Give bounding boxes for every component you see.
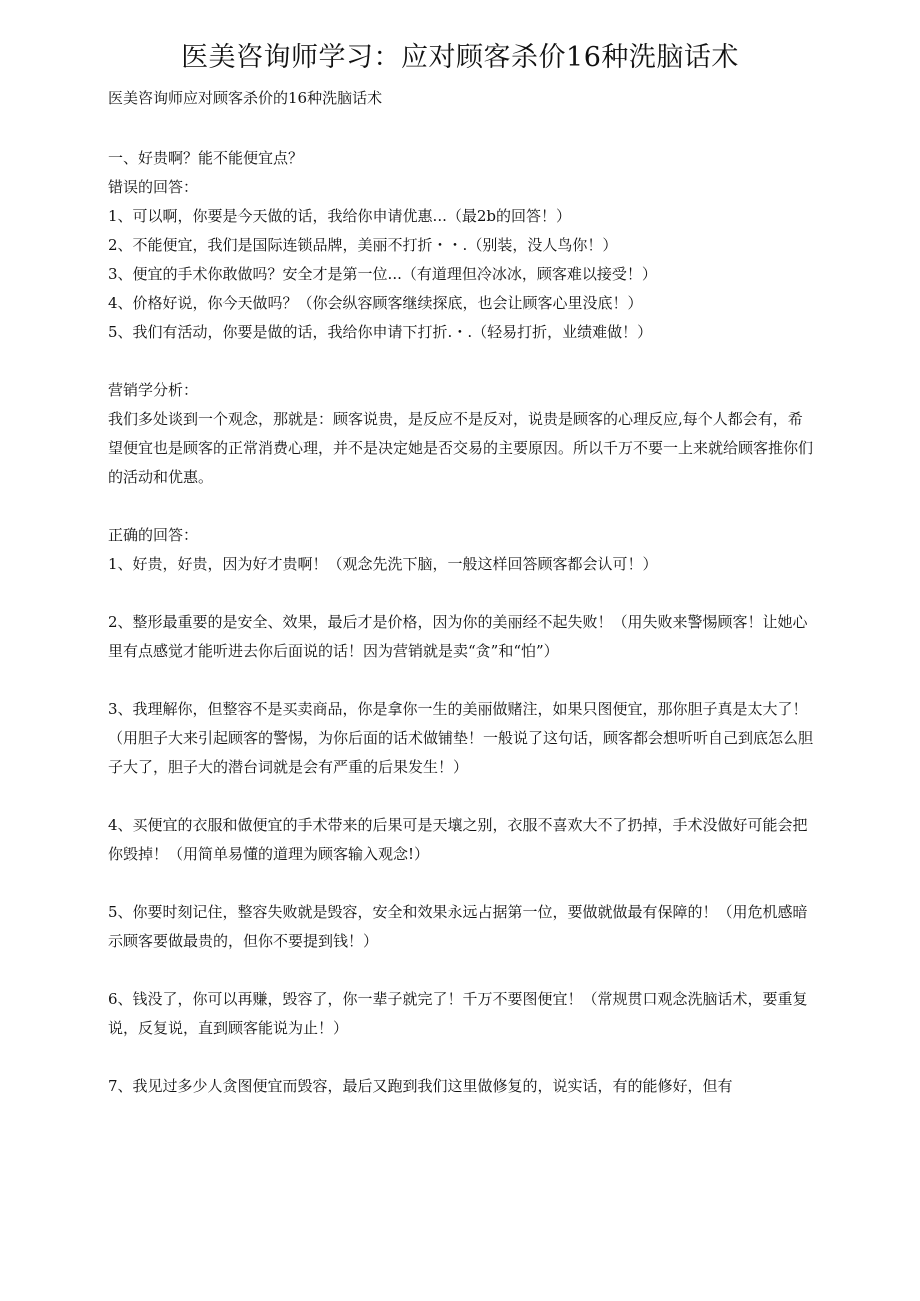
right-answer-item: 4、买便宜的衣服和做便宜的手术带来的后果可是天壤之别，衣服不喜欢大不了扔掉，手术没做好可能会把你毁掉！（用简单易懂的道理为顾客输入观念!） [108, 816, 808, 863]
right-answer-item: 6、钱没了，你可以再赚，毁容了，你一辈子就完了！千万不要图便宜！（常规贯口观念洗脑话术，要重复说，反复说，直到顾客能说为止！） [108, 990, 808, 1037]
right-answers-heading: 正确的回答： [108, 526, 199, 544]
document-subtitle: 医美咨询师应对顾客杀价的16种洗脑话术 [108, 89, 383, 107]
wrong-answer-item: 3、便宜的手术你敢做吗？安全才是第一位...（有道理但冷冰冰，顾客难以接受！） [108, 265, 657, 283]
right-answer-item: 5、你要时刻记住，整容失败就是毁容，安全和效果永远占据第一位，要做就做最有保障的！（用危机感暗示顾客要做最贵的，但你不要提到钱！） [108, 903, 808, 950]
right-answer-item: 3、我理解你，但整容不是买卖商品，你是拿你一生的美丽做赌注，如果只图便宜，那你胆子真是太大了！（用胆子大来引起顾客的警惕，为你后面的话术做铺垫！一般说了这句话，顾客都会想听听自己到底怎么胆子大了，胆子大的潜台词就是会有严重的后果发生！） [108, 700, 814, 776]
right-answer-item: 2、整形最重要的是安全、效果，最后才是价格，因为你的美丽经不起失败！（用失败来警惕顾客！让她心里有点感觉才能听进去你后面说的话！因为营销就是卖“贪”和“怕”） [108, 613, 808, 660]
spacer [108, 956, 816, 985]
spacer [108, 579, 816, 608]
spacer [108, 666, 816, 695]
spacer [108, 1043, 816, 1072]
document-title: 医美咨询师学习：应对顾客杀价16种洗脑话术 [181, 42, 739, 73]
spacer [108, 869, 816, 898]
wrong-answer-item: 2、不能便宜，我们是国际连锁品牌，美丽不打折・・.（别装，没人鸟你！） [108, 236, 618, 254]
wrong-answer-item: 4、价格好说，你今天做吗？（你会纵容顾客继续探底，也会让顾客心里没底！） [108, 294, 643, 312]
section-heading: 一、好贵啊？能不能便宜点？ [108, 149, 304, 167]
document-body [108, 144, 816, 1101]
analysis-heading: 营销学分析： [108, 381, 199, 399]
spacer [108, 492, 816, 521]
right-answer-item: 1、好贵，好贵，因为好才贵啊！（观念先洗下脑，一般这样回答顾客都会认可！） [108, 555, 658, 573]
right-answer-item: 7、我见过多少人贪图便宜而毁容，最后又跑到我们这里做修复的，说实话，有的能修好，但有 [108, 1077, 733, 1095]
wrong-answer-item: 1、可以啊，你要是今天做的话，我给你申请优惠...（最2b的回答！） [108, 207, 571, 225]
spacer [108, 347, 816, 376]
wrong-answer-item: 5、我们有活动，你要是做的话，我给你申请下打折.・.（轻易打折，业绩难做！） [108, 323, 653, 341]
wrong-answers-heading: 错误的回答： [108, 178, 199, 196]
spacer [108, 782, 816, 811]
analysis-paragraph: 我们多处谈到一个观念，那就是：顾客说贵，是反应不是反对，说贵是顾客的心理反应,每个人都会有，希望便宜也是顾客的正常消费心理，并不是决定她是否交易的主要原因。所以千万不要一上来就给顾客推你们的活动和优惠。 [108, 410, 814, 486]
